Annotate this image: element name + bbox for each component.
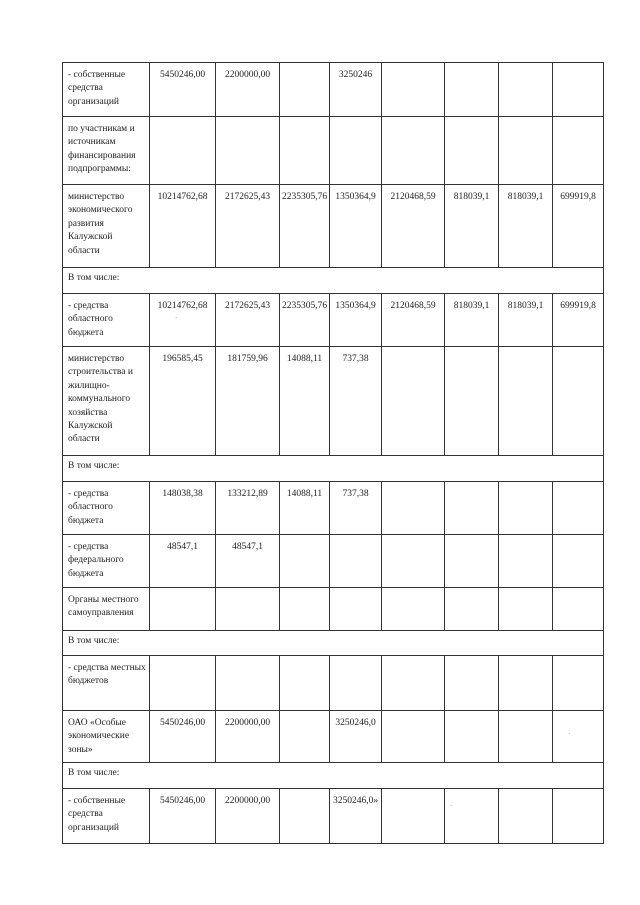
row-label: - средства областного бюджета (63, 482, 150, 535)
value-cell (382, 588, 445, 631)
row-label: - собственные средства организаций (63, 63, 150, 117)
row-label: - средства местных бюджетов (63, 656, 150, 711)
value-cell (280, 789, 330, 844)
value-cell (280, 535, 330, 588)
table-row (63, 631, 604, 656)
table-row (63, 294, 604, 347)
row-label: В том числе: (63, 268, 604, 294)
value-cell (445, 482, 499, 535)
table-row (63, 711, 604, 763)
table-row (63, 656, 604, 711)
value-cell (445, 117, 499, 185)
value-cell: 2172625,43 (216, 294, 280, 347)
value-cell (150, 656, 216, 711)
value-cell (445, 535, 499, 588)
table-row (63, 535, 604, 588)
financing-table (62, 62, 604, 844)
row-label: по участникам и источникам финансирования подпрограммы: (63, 117, 150, 185)
value-cell (382, 347, 445, 456)
value-cell (553, 63, 604, 117)
value-cell (330, 588, 382, 631)
value-cell: 3250246 (330, 63, 382, 117)
value-cell (330, 535, 382, 588)
value-cell: 699919,8 (553, 185, 604, 268)
value-cell (445, 656, 499, 711)
table-row (63, 268, 604, 294)
value-cell (382, 789, 445, 844)
value-cell (553, 588, 604, 631)
value-cell: 133212,89 (216, 482, 280, 535)
value-cell: 2200000,00 (216, 63, 280, 117)
value-cell (553, 347, 604, 456)
value-cell (382, 117, 445, 185)
row-label: министерство экономического развития Калужской области (63, 185, 150, 268)
value-cell (445, 711, 499, 763)
table-row (63, 117, 604, 185)
value-cell: 10214762,68 (150, 294, 216, 347)
row-label: В том числе: (63, 763, 604, 789)
value-cell (382, 63, 445, 117)
scan-speck: · (175, 314, 178, 322)
value-cell: 2172625,43 (216, 185, 280, 268)
value-cell (280, 588, 330, 631)
value-cell: 2235305,76 (280, 185, 330, 268)
row-label: министерство строительства и жилищно-коммунального хозяйства Калужской области (63, 347, 150, 456)
value-cell (382, 656, 445, 711)
value-cell: 1350364,9 (330, 294, 382, 347)
value-cell (150, 588, 216, 631)
value-cell: 737,38 (330, 347, 382, 456)
value-cell: 5450246,00 (150, 789, 216, 844)
value-cell (553, 117, 604, 185)
value-cell (553, 535, 604, 588)
value-cell (216, 117, 280, 185)
value-cell (445, 789, 499, 844)
value-cell: 2235305,76 (280, 294, 330, 347)
value-cell: 5450246,00 (150, 711, 216, 763)
table-row (63, 588, 604, 631)
value-cell: 10214762,68 (150, 185, 216, 268)
value-cell (445, 63, 499, 117)
value-cell: 2120468,59 (382, 185, 445, 268)
value-cell: 14088,11 (280, 482, 330, 535)
value-cell: 699919,8 (553, 294, 604, 347)
value-cell: 818039,1 (445, 294, 499, 347)
value-cell (382, 711, 445, 763)
value-cell: 3250246,0 (330, 711, 382, 763)
value-cell (499, 711, 553, 763)
value-cell (553, 789, 604, 844)
table-row (63, 763, 604, 789)
row-label: Органы местного самоуправления (63, 588, 150, 631)
value-cell: 48547,1 (216, 535, 280, 588)
value-cell: 818039,1 (445, 185, 499, 268)
value-cell: 2200000,00 (216, 789, 280, 844)
value-cell: 5450246,00 (150, 63, 216, 117)
value-cell (445, 588, 499, 631)
value-cell: 196585,45 (150, 347, 216, 456)
value-cell (382, 482, 445, 535)
value-cell: 3250246,0» (330, 789, 382, 844)
value-cell: 818039,1 (499, 185, 553, 268)
row-label: - средства федерального бюджета (63, 535, 150, 588)
row-label: В том числе: (63, 631, 604, 656)
table-row (63, 482, 604, 535)
table-row (63, 185, 604, 268)
value-cell: 737,38 (330, 482, 382, 535)
table-row (63, 456, 604, 482)
scan-speck: · (450, 802, 453, 810)
value-cell: 2200000,00 (216, 711, 280, 763)
value-cell (216, 588, 280, 631)
value-cell (499, 117, 553, 185)
value-cell (499, 535, 553, 588)
value-cell (553, 711, 604, 763)
value-cell (499, 63, 553, 117)
value-cell (150, 117, 216, 185)
value-cell: 181759,96 (216, 347, 280, 456)
value-cell: 1350364,9 (330, 185, 382, 268)
value-cell: 2120468,59 (382, 294, 445, 347)
value-cell (499, 789, 553, 844)
row-label: В том числе: (63, 456, 604, 482)
value-cell (553, 482, 604, 535)
value-cell (216, 656, 280, 711)
row-label: ОАО «Особые экономические зоны» (63, 711, 150, 763)
value-cell (445, 347, 499, 456)
value-cell (280, 656, 330, 711)
value-cell: 14088,11 (280, 347, 330, 456)
value-cell (382, 535, 445, 588)
value-cell: 148038,38 (150, 482, 216, 535)
value-cell: 818039,1 (499, 294, 553, 347)
value-cell (499, 482, 553, 535)
scan-speck: · (568, 730, 571, 738)
value-cell (330, 117, 382, 185)
value-cell (280, 711, 330, 763)
value-cell (499, 588, 553, 631)
value-cell (499, 656, 553, 711)
row-label: - собственные средства организаций (63, 789, 150, 844)
value-cell (280, 63, 330, 117)
table-row (63, 347, 604, 456)
row-label: - средства областного бюджета (63, 294, 150, 347)
table-row (63, 63, 604, 117)
value-cell (280, 117, 330, 185)
value-cell (553, 656, 604, 711)
value-cell (499, 347, 553, 456)
value-cell: 48547,1 (150, 535, 216, 588)
value-cell (330, 656, 382, 711)
table-row (63, 789, 604, 844)
